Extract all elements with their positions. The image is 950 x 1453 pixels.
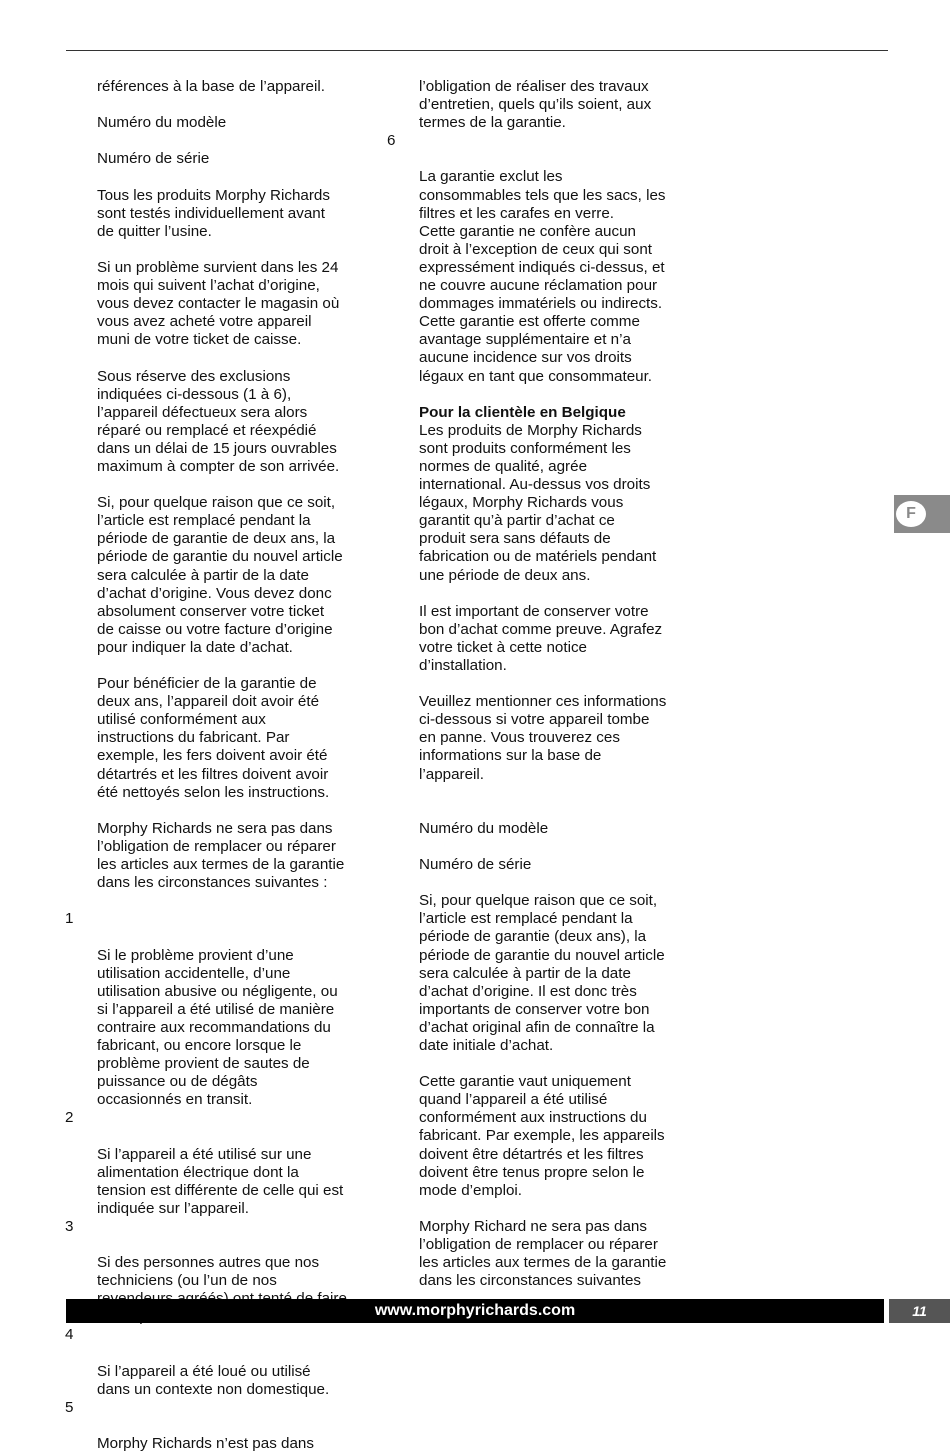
list-item <box>65 1326 367 1398</box>
paragraph: Si, pour quelque raison que ce soit, l’article est remplacé pendant la période de garantie (deux ans), la période de garantie du nouvel article sera calculée à partir de la date d’achat d’origine. Il est donc très importants de conserver votre bon d’achat original afin de connaître la date initiale d’achat. <box>419 892 665 1054</box>
paragraph: Cette garantie vaut uniquement quand l’appareil a été utilisé conformément aux instructions du fabricant. Par exemple, les appareils doivent être détartrés et les filtres doivent être tenus propre selon le mode d’emploi. <box>419 1073 665 1199</box>
language-tab-label: F <box>896 501 926 527</box>
paragraph: Pour bénéficier de la garantie de deux ans, l’appareil doit avoir été utilisé conformément aux instructions du fabricant. Par exemple, les fers doivent avoir été détartrés et les filtres doivent avoir été nettoyés selon les instructions. <box>97 675 330 801</box>
list-item-text: Si l’appareil a été loué ou utilisé dans un contexte non domestique. <box>97 1362 330 1398</box>
serial-number-label: Numéro de série <box>97 150 210 168</box>
list-item-number: 4 <box>65 1326 74 1344</box>
paragraph: Les produits de Morphy Richards sont produits conformément les normes de qualité, agrée international. Au-dessus vos droits légaux, Morphy Richards vous garantit qu’à partir d’achat ce produit sera sans défauts de fabrication ou de matériels pendant une période de deux ans. <box>419 421 657 584</box>
list-item-number: 5 <box>65 1398 74 1416</box>
page-number: 11 <box>889 1299 950 1323</box>
list-item-number: 3 <box>65 1217 74 1235</box>
list-item <box>65 1109 367 1218</box>
footer-url: www.morphyrichards.com <box>66 1299 884 1323</box>
serial-number-label: Numéro de série <box>419 856 532 874</box>
list-item <box>65 910 367 1109</box>
paragraph: Tous les produits Morphy Richards sont testés individuellement avant de quitter l’usine. <box>97 186 330 240</box>
list-item <box>387 132 691 385</box>
paragraph: Si un problème survient dans les 24 mois qui suivent l’achat d’origine, vous devez contacter le magasin où vous avez acheté votre appareil muni de votre ticket de caisse. <box>97 258 340 349</box>
section-heading: Pour la clientèle en Belgique <box>419 403 626 421</box>
list-item-text: Si l’appareil a été utilisé sur une alimentation électrique dont la tension est différente de celle qui est indiquée sur l’appareil. <box>97 1145 344 1217</box>
paragraph: Sous réserve des exclusions indiquées ci-dessous (1 à 6), l’appareil défectueux sera alors réparé ou remplacé et réexpédié dans un délai de 15 jours ouvrables maximum à compter de son arrivée. <box>97 367 340 475</box>
paragraph: Il est important de conserver votre bon d’achat comme preuve. Agrafez votre ticket à cette notice d’installation. <box>419 602 663 674</box>
list-item-number: 2 <box>65 1109 74 1127</box>
right-column <box>387 78 691 1308</box>
left-column <box>65 78 367 1453</box>
language-tab <box>894 495 950 533</box>
list-item-number: 6 <box>387 132 396 150</box>
list-item-text: La garantie exclut les consommables tels que les sacs, les filtres et les carafes en verre. Cette garantie ne confère aucun droit à l’exception de ceux qui sont expressément indiqués ci-dessus, et ne couvre aucune réclamation pour dommages immatériels ou indirects. Cette garantie est offerte comme avantage supplémentaire et n’a aucune incidence sur vos droits légaux en tant que consommateur. <box>419 168 666 385</box>
list-item <box>65 1398 367 1453</box>
list-item-text: Si des personnes autres que nos techniciens (ou l’un de nos <box>97 1254 320 1290</box>
paragraph: Morphy Richard ne sera pas dans l’obligation de remplacer ou réparer les articles aux termes de la garantie dans les circonstances suivantes <box>419 1217 667 1290</box>
model-number-label: Numéro du modèle <box>419 819 549 837</box>
top-rule <box>66 50 888 51</box>
model-number-label: Numéro du modèle <box>97 114 227 132</box>
paragraph: Veuillez mentionner ces informations ci-dessous si votre appareil tombe en panne. Vous trouverez ces informations sur la base de l’appareil. <box>419 693 667 783</box>
belgium-section <box>419 404 691 585</box>
list-item-number: 1 <box>65 910 74 928</box>
paragraph: références à la base de l’appareil. <box>97 78 325 95</box>
paragraph: Morphy Richards ne sera pas dans l’obligation de remplacer ou réparer les articles aux termes de la garantie dans les circonstances suivantes : <box>97 819 345 892</box>
list-item-text: Morphy Richards n’est pas dans <box>97 1435 314 1453</box>
paragraph: Si, pour quelque raison que ce soit, l’article est remplacé pendant la période de garantie de deux ans, la période de garantie du nouvel article sera calculée à partir de la date d’achat d’origine. Vous devez donc absolument conserver votre ticket de caisse ou votre facture d’origine pour indiquer la date d’achat. <box>97 494 343 656</box>
paragraph: l’obligation de réaliser des travaux d’entretien, quels qu’ils soient, aux termes de la garantie. <box>419 78 652 132</box>
list-item-text: Si le problème provient d’une utilisation accidentelle, d’une utilisation abusive ou négligente, ou si l’appareil a été utilisé de manière contraire aux recommandations du fabricant, ou encore lorsque le problème provient de sautes de puissance ou de dégâts occasionnés en transit. <box>97 946 338 1109</box>
